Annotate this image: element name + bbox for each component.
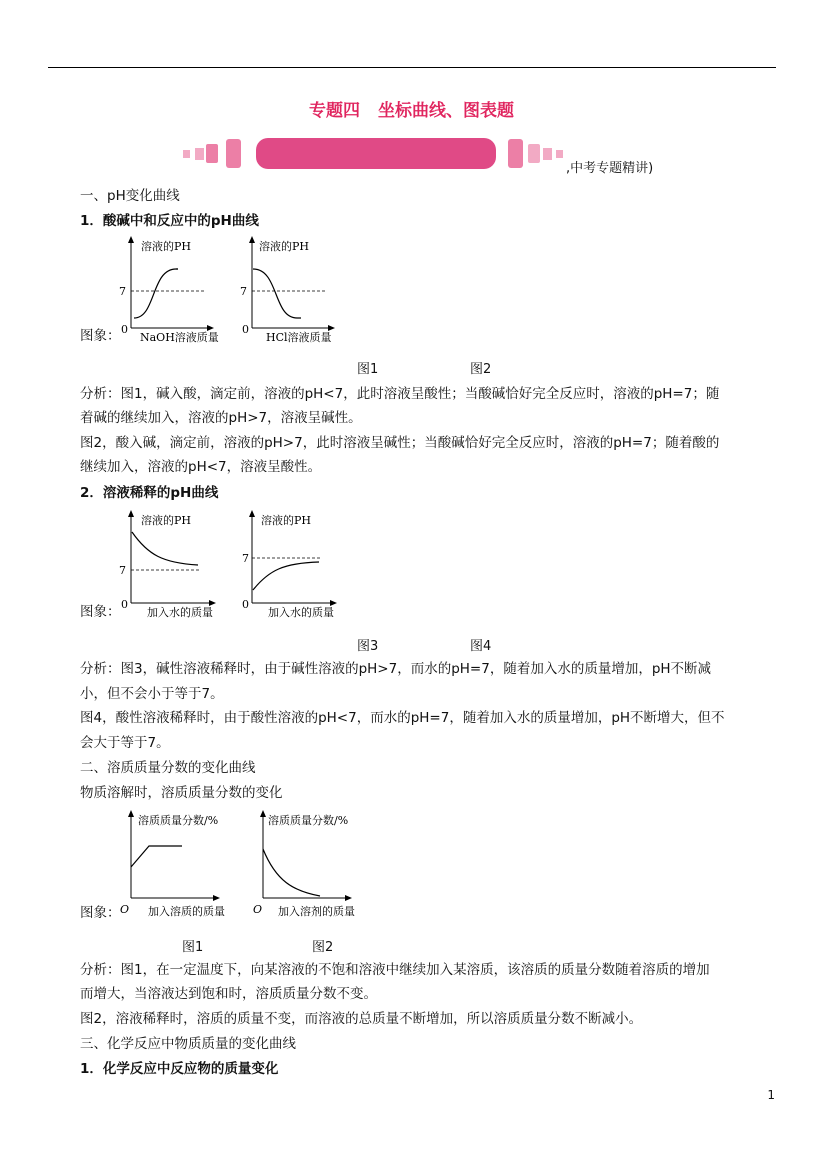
analysis2-line2: 继续加入，溶液的pH<7，溶液呈酸性。	[80, 459, 322, 475]
section2-intro: 物质溶解时，溶质质量分数的变化	[80, 785, 283, 801]
page-title	[0, 96, 823, 121]
s2-caption-fig1: 图1	[182, 940, 204, 955]
analysis1-line1: 分析：图1，碱入酸，滴定前，溶液的pH<7，此时溶液呈酸性；当酸碱恰好完全反应时，溶液的pH=7；随	[80, 386, 720, 402]
chart4-origin: 0	[242, 598, 249, 611]
s2-chart1-xlabel: 加入溶质的质量	[148, 905, 225, 918]
chart4-ylabel: 溶液的PH	[261, 514, 311, 527]
chart4-xlabel: 加入水的质量	[268, 606, 334, 619]
analysis4-line2: 会大于等于7。	[80, 735, 170, 751]
chart1-xlabel: NaOH溶液质量	[140, 331, 219, 344]
chart3-ylabel: 溶液的PH	[141, 514, 191, 527]
caption-fig1: 图1	[357, 362, 379, 377]
analysis2-line1: 图2，酸入碱，滴定前，溶液的pH>7，此时溶液呈碱性；当酸碱恰好完全反应时，溶液的pH=7；随着酸的	[80, 435, 720, 451]
chart1-origin: 0	[121, 323, 128, 336]
chart4-ytick: 7	[242, 552, 249, 565]
chart1-ytick: 7	[119, 285, 126, 298]
caption-fig4: 图4	[470, 639, 492, 654]
caption-fig3: 图3	[357, 639, 379, 654]
section3-sub1: 1．化学反应中反应物的质量变化	[80, 1061, 279, 1077]
analysis3-line1: 分析：图3，碱性溶液稀释时，由于碱性溶液的pH>7，而水的pH=7，随着加入水的质量增加，pH不断减	[80, 661, 712, 677]
section2-image-label: 图象：	[80, 905, 121, 921]
s2-chart1-origin: O	[120, 903, 130, 916]
section1-sub1-heading: 1．酸碱中和反应中的pH曲线	[80, 213, 259, 229]
s2-chart2-ylabel: 溶质质量分数/%	[268, 814, 349, 827]
analysis4-line1: 图4，酸性溶液稀释时，由于酸性溶液的pH<7，而水的pH=7，随着加入水的质量增加，pH不断增大，但不	[80, 710, 725, 726]
banner-tail: ,中考专题精讲)	[566, 161, 654, 176]
s2-chart2-xlabel: 加入溶剂的质量	[278, 905, 355, 918]
chart2-ylabel: 溶液的PH	[259, 240, 309, 253]
s2-analysis2: 图2，溶液稀释时，溶质的质量不变，而溶液的总质量不断增加，所以溶质质量分数不断减小。	[80, 1011, 643, 1027]
s2-analysis1-line1: 分析：图1，在一定温度下，向某溶液的不饱和溶液中继续加入某溶质，该溶质的质量分数随着溶质的增加	[80, 962, 710, 978]
chart2-origin: 0	[242, 323, 249, 336]
s2-chart1-ylabel: 溶质质量分数/%	[138, 814, 219, 827]
chart3-ytick: 7	[119, 564, 126, 577]
section3-heading: 三、化学反应中物质质量的变化曲线	[80, 1036, 296, 1052]
s2-analysis1-line2: 而增大，当溶液达到饱和时，溶质质量分数不变。	[80, 986, 377, 1002]
title-part1: 专题四	[309, 101, 360, 121]
chart-solution-fig2	[248, 809, 378, 921]
page-number: 1	[767, 1088, 775, 1102]
s2-chart2-origin: O	[253, 903, 263, 916]
caption-fig2: 图2	[470, 362, 492, 377]
section1-sub2-heading: 2．溶液稀释的pH曲线	[80, 485, 219, 501]
chart2-xlabel: HCl溶液质量	[266, 331, 332, 344]
chart-solution-fig1	[116, 809, 246, 921]
chart3-origin: 0	[121, 598, 128, 611]
chart3-xlabel: 加入水的质量	[147, 606, 213, 619]
s2-caption-fig2: 图2	[312, 940, 334, 955]
chart1-ylabel: 溶液的PH	[141, 240, 191, 253]
section1-sub2-image-label: 图象：	[80, 604, 121, 620]
analysis3-line2: 小，但不会小于等于7。	[80, 686, 224, 702]
analysis1-line2: 着碱的继续加入，溶液的pH>7，溶液呈碱性。	[80, 410, 362, 426]
chart2-ytick: 7	[240, 285, 247, 298]
title-part2: 坐标曲线、图表题	[378, 101, 514, 121]
chart-neutralization-fig1	[118, 236, 233, 344]
section2-heading: 二、溶质质量分数的变化曲线	[80, 760, 256, 776]
chart-neutralization-fig2	[239, 236, 354, 344]
section1-heading: 一、pH变化曲线	[80, 188, 180, 204]
section1-sub1-image-label: 图象：	[80, 328, 121, 344]
chart-dilution-fig3	[118, 510, 236, 620]
header-rule	[48, 67, 776, 68]
chart-dilution-fig4	[239, 510, 357, 620]
section-banner	[180, 137, 566, 171]
